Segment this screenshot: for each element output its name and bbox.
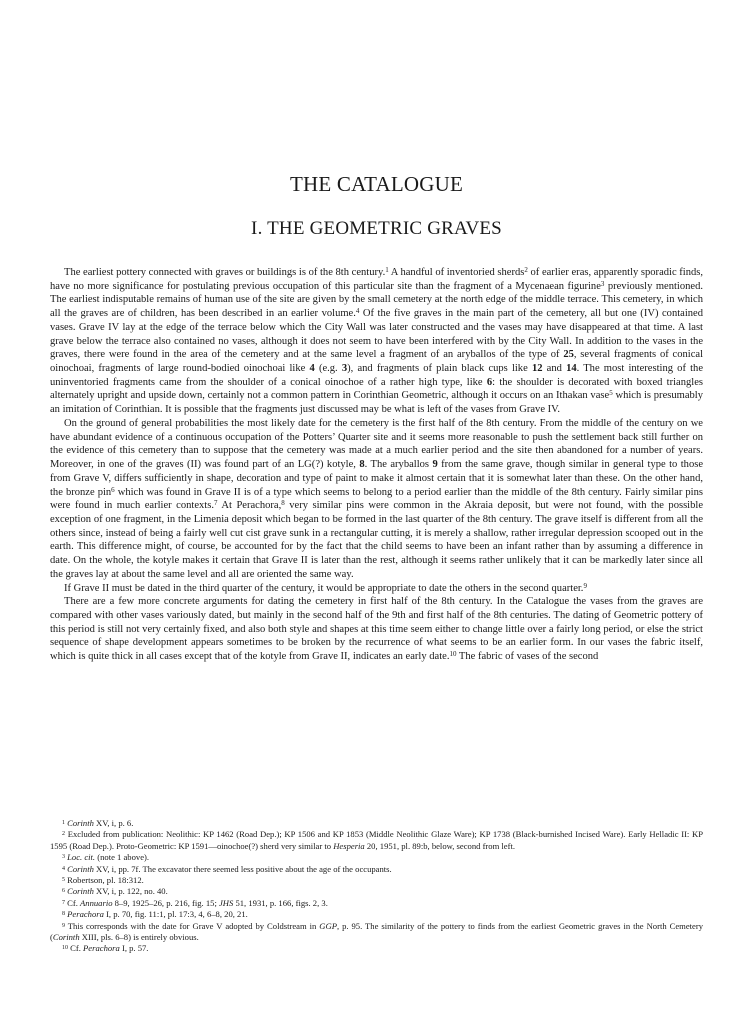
- footnote: $^3$ Loc. cit. (note 1 above).: [62, 852, 150, 863]
- paragraph: On the ground of general probabilities the most likely date for the cemetery is the first half of the 8th century. From the middle of the century on we have abundant evidence of a continuous occupation of the Potters’ Quarter site and it seems more reasonable to push the settlement back still further on the evidence of this cemetery than to suppose that the cemetery was made at a much earlier period and the site then abandoned for a number of years. Moreover, in one of the graves (II) was found part of an LG(?) kotyle, 8. The aryballos 9 from the same grave, though similar in general type to those from Grave V, differs sufficiently in shape, decoration and type of paint to make it almost certain that it is somewhat later than these. On the other hand, the bronze pin$^6$ which was found in Grave II is of a type which seems to belong to a period earlier than the middle of the 8th century. Fairly similar pins were found in much earlier contexts.$^7$ At Perachora,$^8$ very similar pins were common in the Akraia deposit, but were not found, with the possible exception of one fragment, in the Limenia deposit which began to be formed in the last quarter of the 8th century. The grave itself is different from all the others since, instead of being a fairly well cut cist grave sunk in a rectangular cutting, it is merely a shallow, rather irregular depression scooped out in the earth. This difference might, of course, be accounted for by the fact that the child seems to have been an infant rather than by assuming a difference in date. On the whole, the kotyle makes it certain that Grave II is later than the rest, although it seems rather unlikely that it can be markedly later since all the graves lay at about the same level and all are oriented the same way.: [50, 417, 703, 580]
- catalogue-number: 3: [341, 363, 348, 375]
- italic-title: Corinth: [52, 932, 80, 943]
- footnote-ref: 10: [62, 945, 68, 952]
- catalogue-number: 8: [359, 459, 365, 471]
- paragraph: There are a few more concrete arguments for dating the cemetery in first half of the 8th century. In the Catalogue the vases from the graves are compared with other vases variously dated, but mainly in the second half of the 9th and first half of the 8th centuries. The dating of Geometric pottery of this period is still not very certainly fixed, and also both style and shapes at this time seem either to change little over a fairly long period, or else the strict sequence of shape development appears sometimes to be broken by the recurrence of what seems to be an earlier form. In our vases the fabric itself, which is quite thick in all cases except that of the kotyle from Grave II, indicates an early date.$^{10}$ The fabric of vases of the second: [50, 596, 703, 663]
- footnote-ref: 10: [449, 650, 457, 659]
- footnote: $^8$ Perachora I, p. 70, fig. 11:1, pl. 17:3, 4, 6–8, 20, 21.: [62, 909, 248, 920]
- footnote-ref: 5: [609, 389, 613, 398]
- footnote: $^9$ This corresponds with the date for Grave V adopted by Coldstream in GGP, p. 95. The similarity of the pottery to finds from the earliest Geometric graves in the North Cemetery (Corinth XIII, pls. 6–8) is entirely obvious.: [50, 920, 703, 943]
- footnote-ref: 6: [111, 485, 115, 494]
- italic-title: Perachora: [83, 943, 120, 954]
- footnote-ref: 7: [213, 499, 218, 508]
- footnote-ref: 6: [62, 888, 65, 895]
- footnote: $^2$ Excluded from publication: Neolithic: KP 1462 (Road Dep.); KP 1506 and KP 1853 (Middle Neolithic Glaze Ware); KP 1738 (Black-burnished Incised Ware). Early Helladic II: KP 1595 (Road Dep.). Proto-Geometric: KP 1591—oinochoe(?) sherd very similar to Hesperia 20, 1951, pl. 89:b, below, second from left.: [50, 829, 703, 851]
- italic-title: Corinth: [67, 886, 94, 897]
- footnote-ref: 5: [62, 877, 65, 884]
- footnote: $^5$ Robertson, pl. 18:312.: [62, 875, 144, 886]
- footnote-ref: 7: [62, 899, 65, 906]
- footnote: $^7$ Cf. Annuario 8–9, 1925–26, p. 216, fig. 15; JHS 51, 1931, p. 166, figs. 2, 3.: [62, 897, 328, 908]
- italic-title: Loc. cit.: [67, 852, 96, 863]
- catalogue-number: 4: [309, 363, 315, 375]
- catalogue-number: 14: [566, 363, 577, 375]
- footnote: $^4$ Corinth XV, i, pp. 7f. The excavator there seemed less positive about the age of the occupants.: [62, 863, 392, 874]
- footnote-ref: 1: [385, 266, 389, 274]
- footnote-ref: 2: [62, 831, 65, 838]
- footnote-ref: 1: [62, 820, 65, 826]
- body-text: [50, 266, 703, 664]
- footnote-ref: 9: [62, 922, 65, 929]
- paragraph: The earliest pottery connected with graves or buildings is of the 8th century.$^1$ A handful of inventoried sherds$^2$ of earlier eras, apparently sporadic finds, have no more significance for postulating previous occupation of this particular site than the fragment of a Mycenaean figurine$^3$ previously mentioned. The earliest indisputable remains of human use of the site are given by the small cemetery at the north edge of the middle terrace. This cemetery, in which all the graves are of children, has been described in an earlier volume.$^4$ Of the five graves in the main part of the cemetery, all but one (IV) contained vases. Grave IV lay at the edge of the terrace below which the City Wall was later constructed and the vases may have disappeared at that time. A last grave below the terrace also contained no vases, although it does not seem to have been interfered with by the City Wall. In addition to the vases in the graves, there were found in the area of the cemetery and at the same level a fragment of an aryballos of the type of 25, several fragments of conical oinochoai, fragments of large round-bodied oinochoai like 4 (e.g. 3), and fragments of plain black cups like 12 and 14. The most interesting of the uninventoried fragments came from the shoulder of a conical oinochoe of a rather high type, like 6: the shoulder is decorated with boxed triangles alternately upright and upside down, certainly not a common pattern in Corinthian Geometric, although it occurs on an Ithakan vase$^5$ which is presumably an imitation of Corinthian. It is possible that the fragments just discussed may be what is left of the vases from Grave IV.: [50, 266, 704, 416]
- footnote: $^{10}$ Cf. Perachora I, p. 57.: [62, 943, 149, 954]
- catalogue-number: 6: [486, 376, 493, 388]
- italic-title: Hesperia: [333, 840, 365, 851]
- footnote-ref: 8: [62, 911, 65, 918]
- paragraph: If Grave II must be dated in the third quarter of the century, it would be appropriate to date the others in the second quarter.$^9$: [64, 581, 587, 594]
- footnote-ref: 8: [281, 499, 285, 508]
- catalogue-number: 12: [531, 363, 543, 375]
- italic-title: Corinth: [67, 818, 94, 828]
- italic-title: Corinth: [67, 863, 94, 874]
- footnote-ref: 9: [583, 581, 587, 590]
- italic-title: Perachora: [67, 909, 104, 920]
- footnote-ref: 3: [600, 279, 605, 288]
- footnote: $^1$ Corinth XV, i, p. 6.: [62, 818, 134, 828]
- italic-title: JHS: [218, 897, 234, 908]
- italic-title: GGP: [319, 920, 337, 931]
- footnote-ref: 2: [524, 266, 528, 274]
- italic-title: Annuario: [80, 897, 113, 908]
- catalogue-heading: THE CATALOGUE: [290, 172, 463, 196]
- footnote-ref: 4: [355, 307, 360, 316]
- section-title: I. THE GEOMETRIC GRAVES: [251, 218, 502, 239]
- footnote: $^6$ Corinth XV, i, p. 122, no. 40.: [62, 886, 168, 897]
- catalogue-number: 9: [432, 459, 438, 471]
- catalogue-number: 25: [563, 349, 574, 361]
- footnotes: [50, 818, 703, 955]
- footnote-ref: 3: [62, 854, 65, 861]
- footnote-ref: 4: [62, 865, 65, 872]
